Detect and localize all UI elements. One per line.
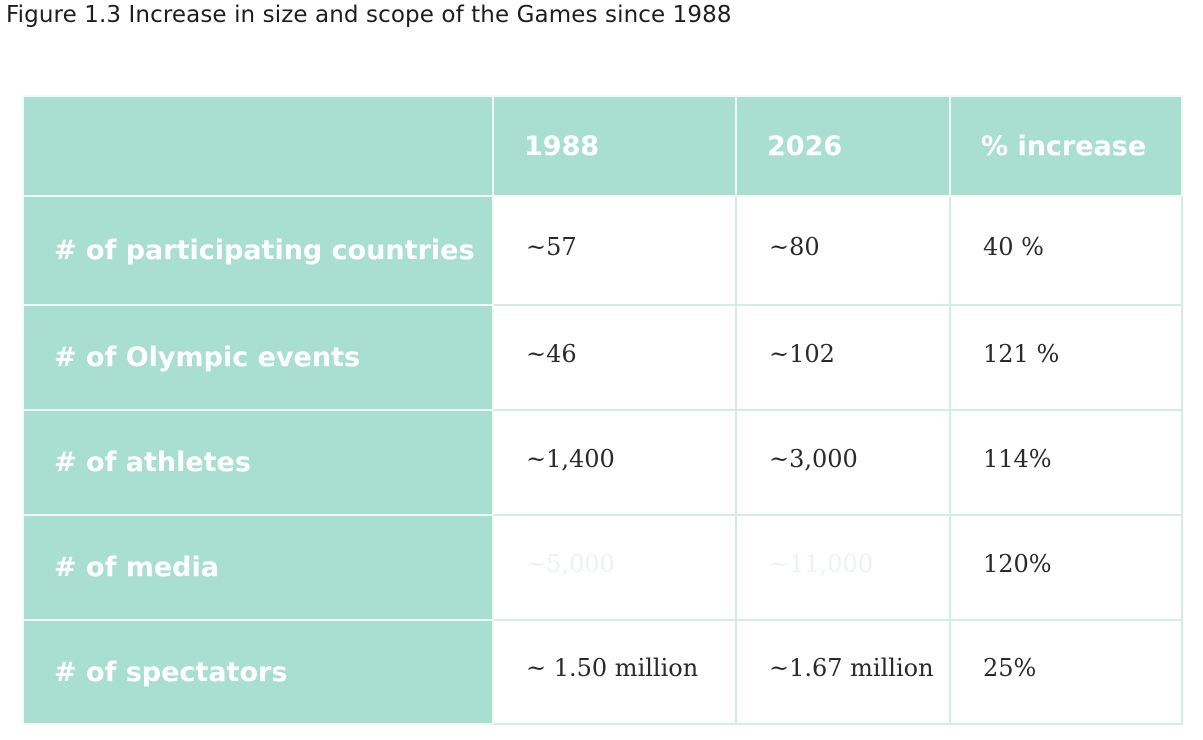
games-growth-table (22, 95, 1183, 725)
cell-events-2026: ~102 (736, 305, 950, 410)
column-header-2026: 2026 (736, 96, 950, 196)
data-table-container (22, 95, 1181, 723)
table-row (23, 515, 1182, 620)
cell-media-2026: ~11,000 (736, 515, 950, 620)
cell-countries-increase: 40 % (950, 196, 1182, 305)
cell-media-1988: ~5,000 (493, 515, 736, 620)
cell-countries-1988: ~57 (493, 196, 736, 305)
row-label-spectators: # of spectators (23, 620, 493, 724)
cell-athletes-increase: 114% (950, 410, 1182, 515)
cell-events-increase: 121 % (950, 305, 1182, 410)
cell-events-1988: ~46 (493, 305, 736, 410)
header-corner-cell (23, 96, 493, 196)
row-label-countries: # of participating countries (23, 196, 493, 305)
table-row (23, 196, 1182, 305)
table-row (23, 410, 1182, 515)
column-header-1988: 1988 (493, 96, 736, 196)
column-header-increase: % increase (950, 96, 1182, 196)
table-header-row (23, 96, 1182, 196)
row-label-events: # of Olympic events (23, 305, 493, 410)
cell-athletes-2026: ~3,000 (736, 410, 950, 515)
cell-athletes-1988: ~1,400 (493, 410, 736, 515)
table-row (23, 305, 1182, 410)
cell-spectators-increase: 25% (950, 620, 1182, 724)
cell-spectators-1988: ~ 1.50 million (493, 620, 736, 724)
table-row (23, 620, 1182, 724)
cell-media-increase: 120% (950, 515, 1182, 620)
cell-spectators-2026: ~1.67 million (736, 620, 950, 724)
row-label-media: # of media (23, 515, 493, 620)
figure-caption: Figure 1.3 Increase in size and scope of the Games since 1988 (6, 2, 732, 28)
row-label-athletes: # of athletes (23, 410, 493, 515)
cell-countries-2026: ~80 (736, 196, 950, 305)
